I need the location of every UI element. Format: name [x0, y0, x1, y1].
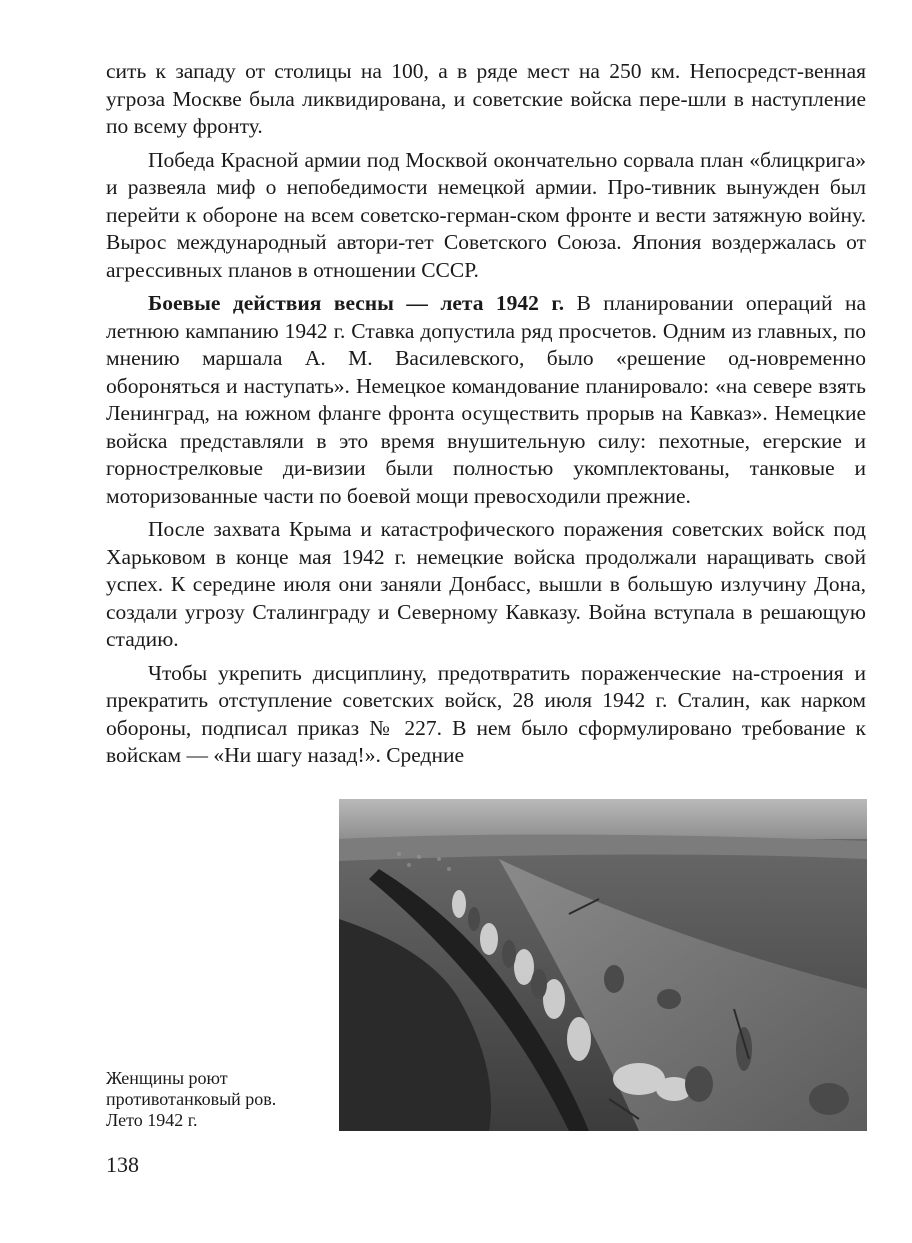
section-heading: Боевые действия весны — лета 1942 г.	[148, 291, 565, 315]
paragraph-5	[106, 660, 866, 770]
paragraph-3	[106, 290, 866, 510]
caption-line-1: Женщины роют	[106, 1068, 228, 1088]
body-text	[106, 58, 866, 776]
paragraph-3-text: В планировании операций на летнюю кампанию 1942 г. Ставка допустила ряд просчетов. Одним из главных, по мнению маршала А. М. Василевского, было «решение од-новременно обороняться и наступать». Немецкое командование планировало: «на севере взять Ленинград, на южном фланге фронта осуществить прорыв на Кавказ». Немецкие войска представляли в это время внушительную силу: пехотные, егерские и горнострелковые ди-визии были полностью укомплектованы, танковые и моторизованные части по боевой мощи превосходили прежние.	[106, 291, 866, 508]
paragraph-2	[106, 147, 866, 285]
paragraph-1-text: сить к западу от столицы на 100, а в ряде мест на 250 км. Непосредст-венная угроза Москве была ликвидирована, и советские войска пере-шли в наступление по всему фронту.	[106, 59, 866, 138]
caption-line-3: Лето 1942 г.	[106, 1110, 198, 1130]
paragraph-2-text: Победа Красной армии под Москвой окончательно сорвала план «блицкрига» и развеяла миф о непобедимости немецкой армии. Про-тивник вынужден был перейти к обороне на всем советско-герман-ском фронте и вести затяжную войну. Вырос международный автори-тет Советского Союза. Япония воздержалась от агрессивных планов в отношении СССР.	[106, 147, 866, 282]
historical-photo	[339, 799, 867, 1131]
caption-line-2: противотанковый ров.	[106, 1089, 277, 1109]
page-number: 138	[106, 1152, 139, 1177]
paragraph-1	[106, 58, 866, 141]
photo-caption	[106, 1068, 331, 1131]
photo-women-digging-trench	[339, 799, 867, 1131]
paragraph-4	[106, 516, 866, 654]
paragraph-4-text: После захвата Крыма и катастрофического поражения советских войск под Харьковом в конце мая 1942 г. немецкие войска продолжали наращивать свой успех. К середине июля они заняли Донбасс, вышли в большую излучину Дона, создали угрозу Сталинграду и Северному Кавказу. Война вступала в решающую стадию.	[106, 517, 866, 651]
paragraph-5-text: Чтобы укрепить дисциплину, предотвратить пораженческие на-строения и прекратить отступление советских войск, 28 июля 1942 г. Сталин, как нарком обороны, подписал приказ № 227. В нем было сформулировано требование к войскам — «Ни шагу назад!». Средние	[106, 660, 866, 767]
